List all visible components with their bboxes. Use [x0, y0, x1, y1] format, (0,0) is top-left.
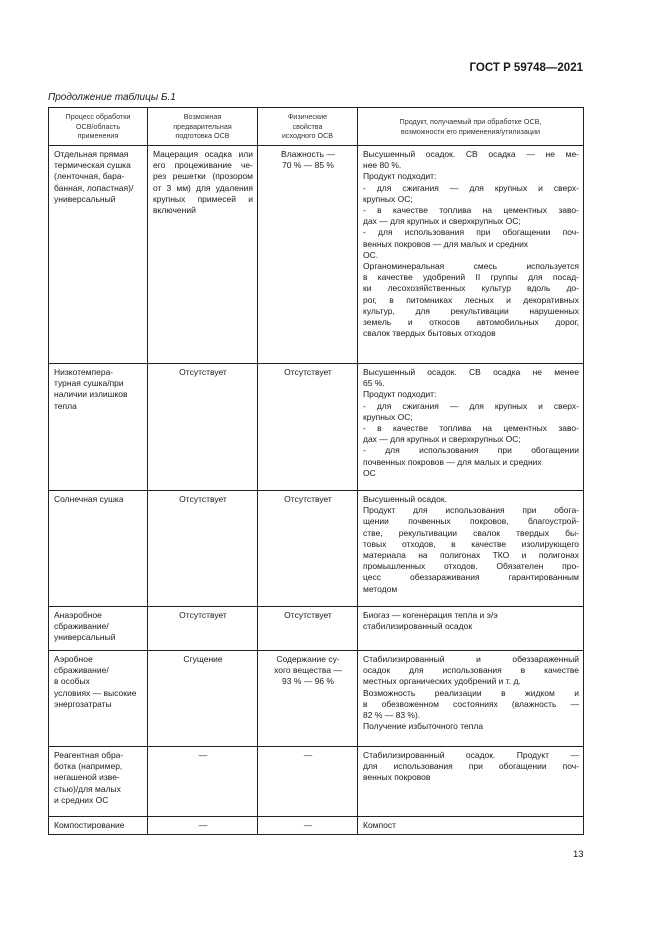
- cell-text-line: товых отходов, в качестве изолирующего: [363, 538, 579, 549]
- cell-text-line: возможности его применения/утилизации: [400, 126, 541, 136]
- cell-text-line: Мацерация осадка или: [153, 149, 253, 159]
- cell-process: [49, 607, 148, 651]
- header-preparation: [148, 108, 258, 146]
- cell-text-line: Отсутствует: [284, 367, 332, 377]
- cell-text-line: ОС: [363, 467, 376, 478]
- cell-text-line: подготовка ОСВ: [175, 131, 230, 141]
- cell-text-line: стью)/для малых: [54, 783, 121, 794]
- cell-text-line: в особых: [54, 676, 90, 687]
- cell-text-line: —: [198, 820, 208, 830]
- table-row: [49, 491, 584, 607]
- cell-text-line: - для использования при обогащении: [363, 445, 579, 456]
- cell-text-line: промышленных отходов. Обязателен про-: [363, 561, 579, 572]
- cell-text-line: венных покровов — для малых и средних: [363, 238, 529, 249]
- cell-text-line: Аэробное: [54, 654, 93, 664]
- table-row: [49, 364, 584, 491]
- cell-process: [49, 491, 148, 607]
- cell-text-line: цесс обеззараживания гарантированным: [363, 572, 579, 583]
- header-product: [358, 108, 584, 146]
- cell-text-line: от 3 мм) для удаления: [153, 182, 253, 193]
- cell-text-line: Высушенный осадок.: [363, 494, 447, 504]
- cell-text-line: Содержание су-: [276, 654, 340, 664]
- cell-text-line: Стабилизированный и обеззараженный: [363, 654, 579, 664]
- cell-product: [358, 817, 584, 835]
- cell-text-line: применения: [77, 131, 119, 141]
- cell-text-line: сбраживание/: [54, 621, 109, 632]
- cell-process: [49, 747, 148, 817]
- cell-text-line: Сгущение: [183, 654, 223, 664]
- cell-text-line: Отсутствует: [179, 367, 227, 377]
- cell-text-line: ботка (например,: [54, 761, 123, 772]
- table-row: [49, 146, 584, 364]
- cell-preparation: [148, 146, 258, 364]
- cell-text-line: Низкотемпера-: [54, 367, 114, 377]
- cell-text-line: ОС.: [363, 249, 379, 260]
- cell-text-line: крупных ОС;: [363, 193, 413, 204]
- cell-text-line: 82 % — 83 %).: [363, 710, 421, 721]
- cell-text-line: ОСВ/область: [75, 121, 121, 131]
- cell-text-line: - для сжигания — для крупных и сверх-: [363, 182, 579, 193]
- cell-text-line: Солнечная сушка: [54, 494, 124, 504]
- cell-text-line: стабилизированный осадок: [363, 621, 473, 632]
- cell-text-line: Высушенный осадок. СВ осадка не менее: [363, 367, 579, 377]
- cell-text-line: Физические: [287, 112, 328, 122]
- cell-text-line: земель и откосов автомобильных дорог,: [363, 317, 579, 328]
- cell-text-line: осадок для использования в качестве: [363, 665, 579, 676]
- cell-text-line: Возможность реализации в жидком и: [363, 687, 579, 698]
- cell-text-line: —: [198, 750, 208, 760]
- cell-properties: [258, 364, 358, 491]
- cell-text-line: Анаэробное: [54, 610, 102, 620]
- cell-text-line: термическая сушка: [54, 160, 131, 171]
- cell-text-line: Компост: [363, 820, 396, 830]
- cell-properties: [258, 747, 358, 817]
- table-caption: Продолжение таблицы Б.1: [48, 92, 176, 103]
- cell-text-line: хого вещества —: [274, 665, 342, 676]
- cell-text-line: предварительная: [173, 121, 232, 131]
- cell-text-line: энергозатраты: [54, 698, 112, 709]
- cell-text-line: крупных ОС;: [363, 411, 413, 422]
- cell-text-line: дах — для крупных и сверхкрупных ОС;: [363, 216, 521, 227]
- cell-process: [49, 651, 148, 747]
- cell-text-line: Отсутствует: [284, 610, 332, 620]
- cell-text-line: Отсутствует: [179, 610, 227, 620]
- cell-product: [358, 364, 584, 491]
- data-table: [48, 107, 584, 835]
- cell-text-line: Органоминеральная смесь используется: [363, 261, 579, 272]
- cell-text-line: (ленточная, бара-: [54, 171, 125, 182]
- header-properties: [258, 108, 358, 146]
- cell-process: [49, 817, 148, 835]
- cell-text-line: включений: [153, 205, 196, 216]
- cell-text-line: Процесс обработки: [65, 112, 131, 122]
- cell-text-line: - для использования при обогащении поч-: [363, 227, 579, 238]
- cell-text-line: Биогаз — когенерация тепла и э/э: [363, 610, 498, 620]
- cell-text-line: в обезвоженном состояниях (влажность —: [363, 698, 579, 709]
- cell-text-line: сбраживание/: [54, 665, 109, 676]
- cell-text-line: 65 %.: [363, 378, 385, 389]
- standard-number: ГОСТ Р 59748—2021: [469, 62, 583, 74]
- cell-properties: [258, 491, 358, 607]
- cell-product: [358, 651, 584, 747]
- cell-text-line: методом: [363, 583, 398, 594]
- page-number: 13: [573, 849, 584, 860]
- cell-text-line: для использования при обогащении поч-: [363, 761, 579, 772]
- cell-properties: [258, 651, 358, 747]
- cell-text-line: 70 % — 85 %: [282, 160, 334, 171]
- cell-process: [49, 146, 148, 364]
- cell-process: [49, 364, 148, 491]
- cell-text-line: —: [303, 750, 313, 760]
- cell-text-line: Влажность —: [281, 149, 335, 159]
- cell-text-line: Продукт, получаемый при обработке ОСВ,: [399, 117, 542, 127]
- cell-text-line: Отдельная прямая: [54, 149, 129, 159]
- cell-text-line: 93 % — 96 %: [282, 676, 334, 687]
- cell-text-line: тепла: [54, 400, 77, 411]
- cell-text-line: Отсутствует: [179, 494, 227, 504]
- cell-text-line: наличии излишков: [54, 389, 128, 400]
- cell-text-line: почвенных покровов — для малых и средних: [363, 456, 542, 467]
- cell-text-line: - в качестве топлива на цементных заво-: [363, 423, 579, 434]
- cell-text-line: его процеживание че-: [153, 160, 253, 171]
- cell-text-line: материала на полигонах ТКО и полигонах: [363, 550, 579, 561]
- cell-text-line: исходного ОСВ: [281, 131, 334, 141]
- cell-text-line: свойства: [292, 121, 323, 131]
- cell-text-line: Получение избыточного тепла: [363, 721, 484, 732]
- cell-text-line: Продукт подходит:: [363, 389, 437, 400]
- cell-text-line: местных органических удобрений и т. д.: [363, 676, 521, 687]
- cell-text-line: Продукт для использования при обога-: [363, 505, 579, 516]
- table-row: [49, 747, 584, 817]
- cell-text-line: турная сушка/при: [54, 378, 124, 389]
- cell-text-line: Возможная: [183, 112, 222, 122]
- cell-product: [358, 607, 584, 651]
- cell-product: [358, 491, 584, 607]
- cell-text-line: условиях — высокие: [54, 687, 137, 698]
- cell-text-line: Стабилизированный осадок. Продукт —: [363, 750, 579, 760]
- cell-preparation: [148, 364, 258, 491]
- table-header-row: [49, 108, 584, 146]
- cell-preparation: [148, 817, 258, 835]
- cell-text-line: ки лесохозяйственных культур вдоль до-: [363, 283, 579, 294]
- cell-preparation: [148, 651, 258, 747]
- cell-text-line: и средних ОС: [54, 794, 109, 805]
- cell-text-line: свалок твердых бытовых отходов: [363, 328, 496, 339]
- cell-text-line: банная, лопастная)/: [54, 182, 134, 193]
- cell-text-line: рез решетки (прозором: [153, 171, 253, 182]
- cell-text-line: в качестве удобрений II группы для посад-: [363, 272, 579, 283]
- cell-text-line: Реагентная обра-: [54, 750, 124, 760]
- table-row: [49, 607, 584, 651]
- cell-text-line: —: [303, 820, 313, 830]
- cell-text-line: Компостирование: [54, 820, 125, 830]
- cell-text-line: - для сжигания — для крупных и сверх-: [363, 400, 579, 411]
- cell-text-line: крупных примесей и: [153, 193, 253, 204]
- cell-text-line: Отсутствует: [284, 494, 332, 504]
- cell-text-line: Высушенный осадок. СВ осадка — не ме-: [363, 149, 579, 159]
- cell-text-line: рог, в питомниках лесных и декоративных: [363, 294, 579, 305]
- cell-text-line: универсальный: [54, 193, 116, 204]
- cell-text-line: Продукт подходит:: [363, 171, 437, 182]
- cell-text-line: дах — для крупных и сверхкрупных ОС;: [363, 434, 521, 445]
- cell-preparation: [148, 747, 258, 817]
- cell-text-line: стве, рекультивации свалок твердых бы-: [363, 527, 579, 538]
- cell-preparation: [148, 491, 258, 607]
- cell-text-line: - в качестве топлива на цементных заво-: [363, 205, 579, 216]
- cell-product: [358, 146, 584, 364]
- header-process: [49, 108, 148, 146]
- cell-properties: [258, 607, 358, 651]
- cell-text-line: культур, для рекультивации нарушенных: [363, 305, 579, 316]
- cell-text-line: венных покровов: [363, 772, 431, 783]
- table-row: [49, 651, 584, 747]
- cell-properties: [258, 817, 358, 835]
- cell-preparation: [148, 607, 258, 651]
- cell-text-line: негашеной изве-: [54, 772, 120, 783]
- cell-text-line: нее 80 %.: [363, 160, 402, 171]
- table-row: [49, 817, 584, 835]
- cell-product: [358, 747, 584, 817]
- cell-text-line: универсальный: [54, 632, 116, 643]
- cell-text-line: щении почвенных покровов, благоустрой-: [363, 516, 579, 527]
- cell-properties: [258, 146, 358, 364]
